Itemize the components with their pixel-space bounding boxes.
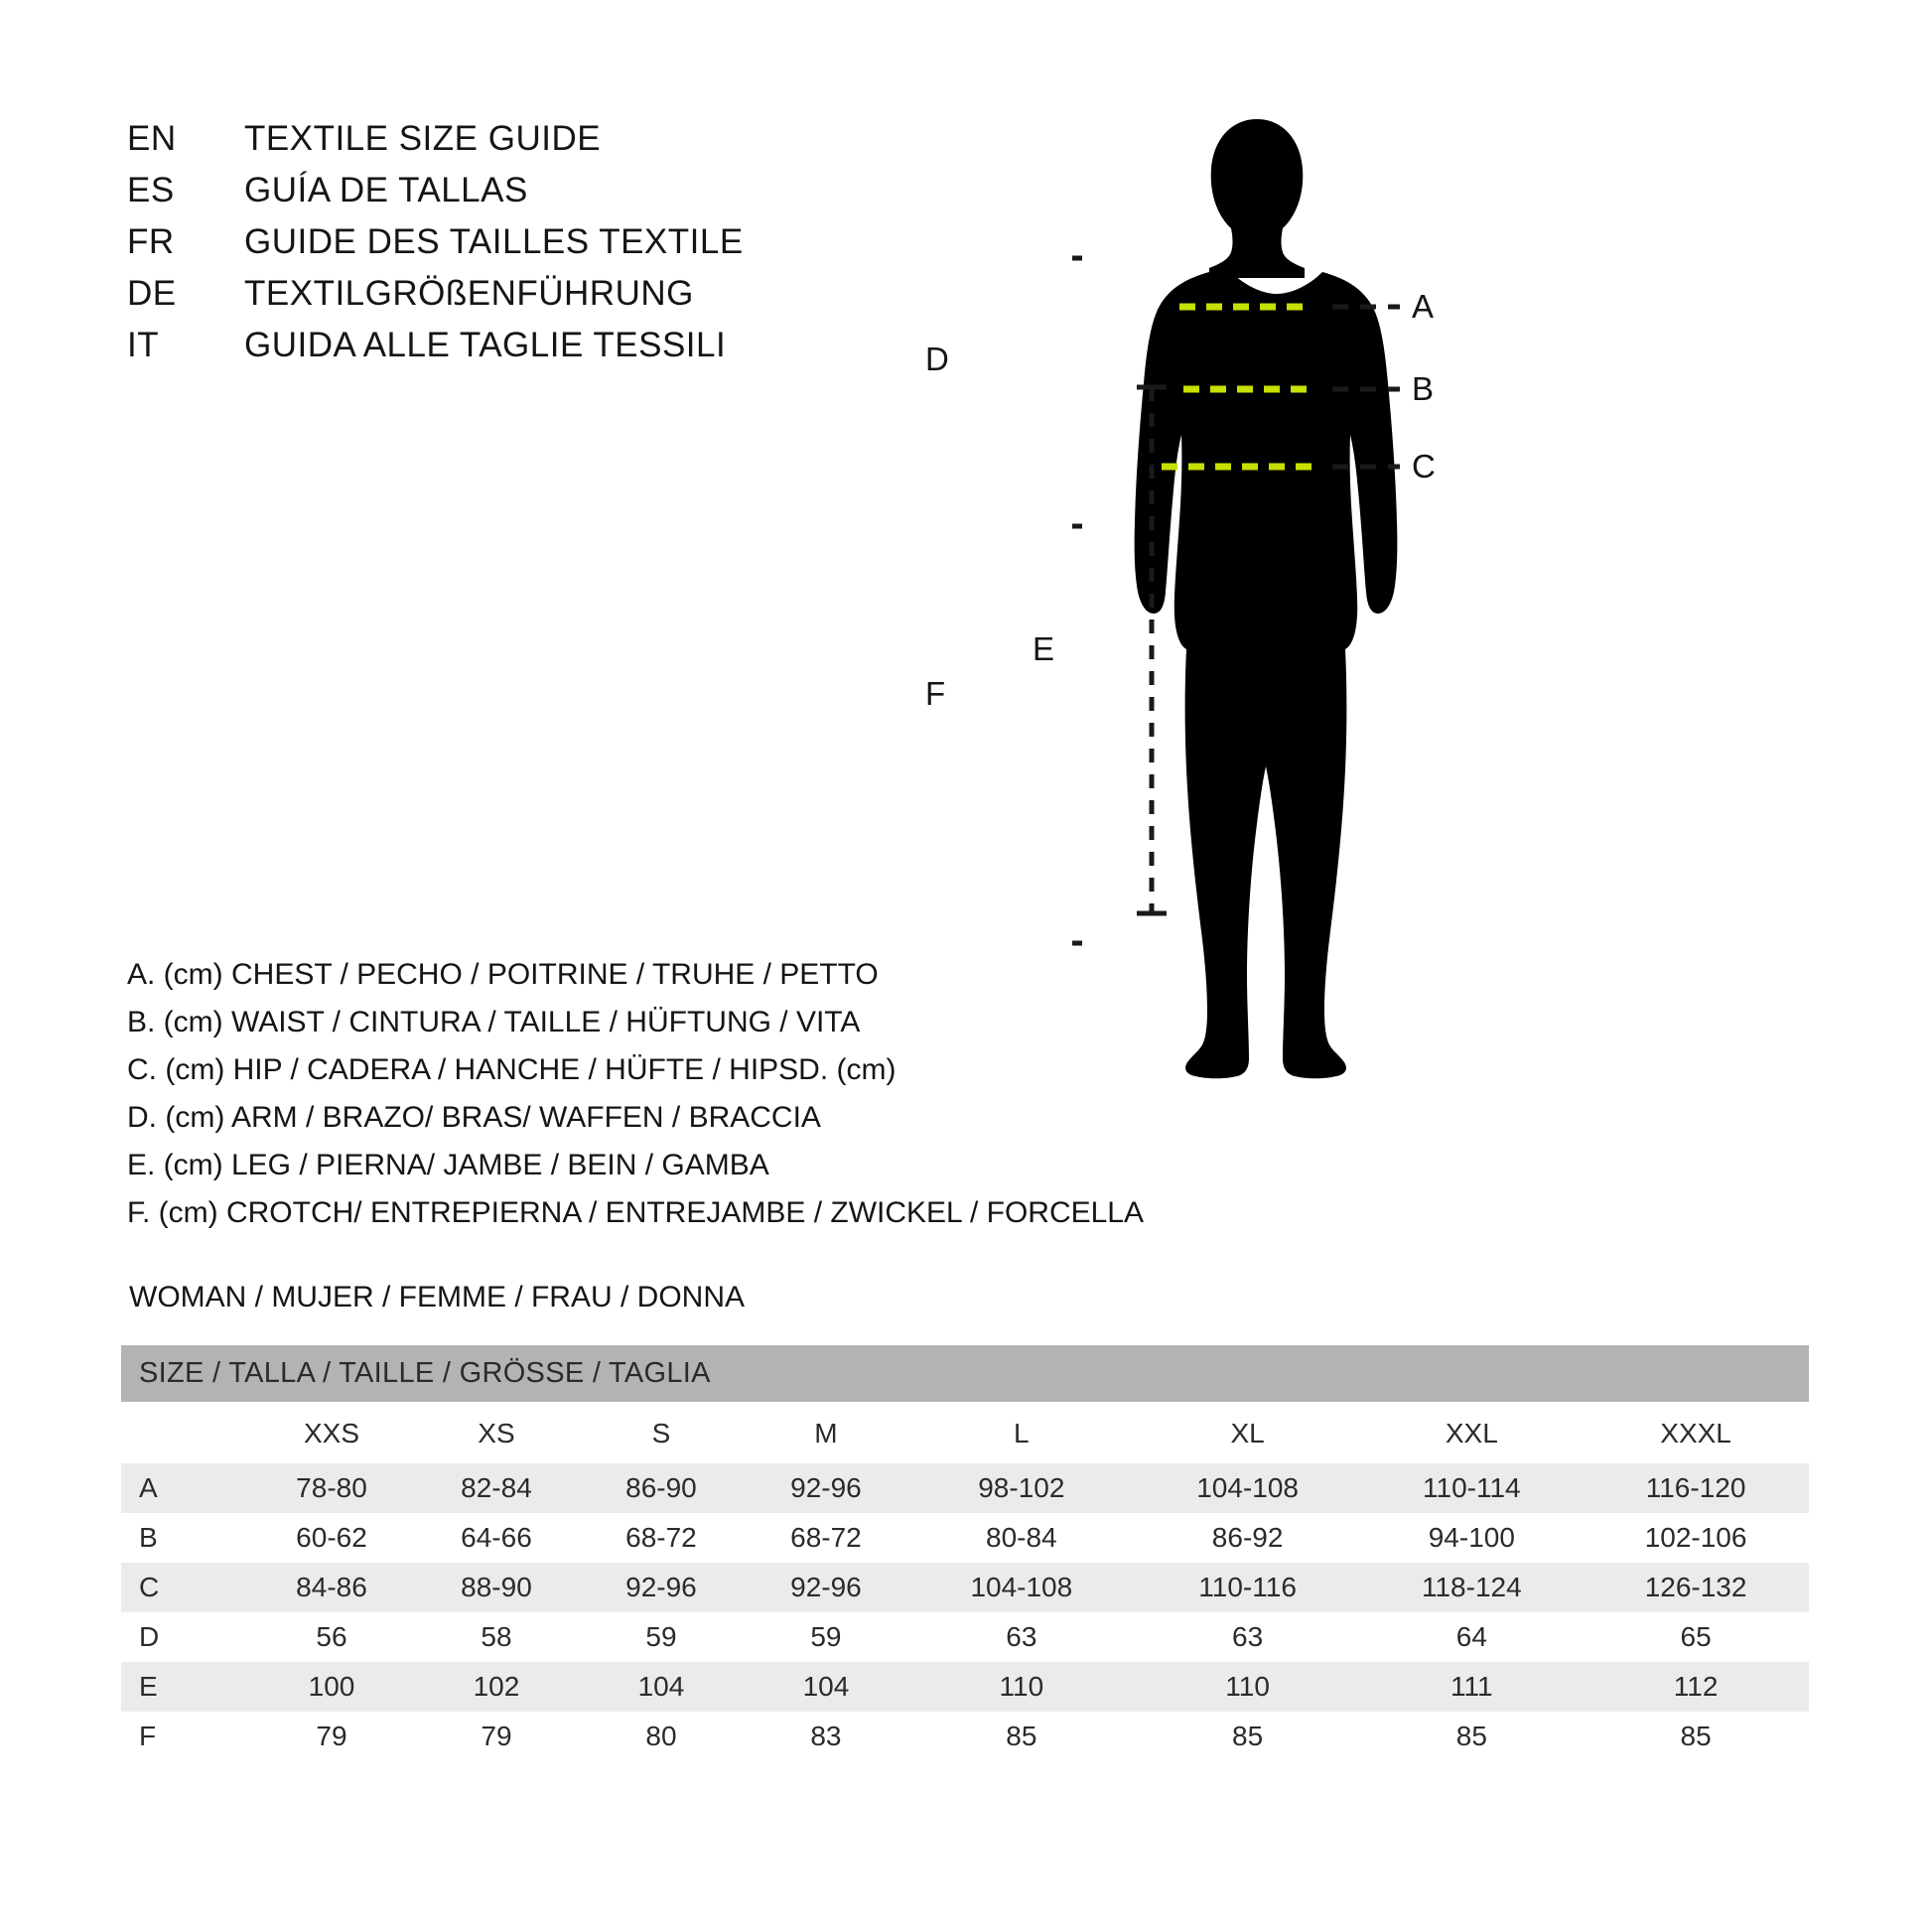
row-label: B	[121, 1513, 249, 1563]
table-row	[121, 1712, 1809, 1761]
table-cell: 110-114	[1361, 1463, 1584, 1513]
table-corner-cell	[121, 1402, 249, 1463]
label-mark-d: D	[925, 341, 949, 377]
language-row	[127, 326, 744, 377]
table-cell: 56	[249, 1612, 414, 1662]
label-mark-f: F	[925, 675, 946, 712]
table-cell: 79	[249, 1712, 414, 1761]
label-mark-c: C	[1412, 448, 1436, 484]
row-label: C	[121, 1563, 249, 1612]
table-cell: 126-132	[1583, 1563, 1809, 1612]
legend-item-b: B. (cm) WAIST / CINTURA / TAILLE / HÜFTUNG / VITA	[127, 1006, 861, 1038]
label-mark-e: E	[1033, 630, 1055, 667]
legend-item-a: A. (cm) CHEST / PECHO / POITRINE / TRUHE / PETTO	[127, 958, 879, 991]
language-code: IT	[127, 326, 160, 364]
table-cell: 92-96	[744, 1563, 908, 1612]
table-cell: 116-120	[1583, 1463, 1809, 1513]
table-banner-label: SIZE / TALLA / TAILLE / GRÖSSE / TAGLIA	[121, 1345, 1809, 1402]
table-cell: 100	[249, 1662, 414, 1712]
table-cell: 112	[1583, 1662, 1809, 1712]
language-code: EN	[127, 119, 177, 158]
language-code: ES	[127, 171, 175, 209]
language-code: DE	[127, 274, 177, 313]
column-header: XL	[1135, 1402, 1361, 1463]
label-mark-b: B	[1412, 370, 1435, 407]
table-cell: 85	[1135, 1712, 1361, 1761]
table-cell: 92-96	[744, 1463, 908, 1513]
table-banner-row	[121, 1345, 1809, 1402]
table-cell: 85	[1583, 1712, 1809, 1761]
row-label: E	[121, 1662, 249, 1712]
table-cell: 88-90	[414, 1563, 579, 1612]
table-cell: 64-66	[414, 1513, 579, 1563]
table-cell: 104-108	[1135, 1463, 1361, 1513]
table-cell: 86-92	[1135, 1513, 1361, 1563]
measurement-diagram	[925, 60, 1886, 1231]
language-title: TEXTILE SIZE GUIDE	[244, 119, 602, 158]
table-cell: 85	[908, 1712, 1135, 1761]
table-cell: 80-84	[908, 1513, 1135, 1563]
legend-item-c: C. (cm) HIP / CADERA / HANCHE / HÜFTE / HIPSD. (cm)	[127, 1053, 897, 1086]
table-cell: 83	[744, 1712, 908, 1761]
column-header: L	[908, 1402, 1135, 1463]
legend-item-d: D. (cm) ARM / BRAZO/ BRAS/ WAFFEN / BRACCIA	[127, 1101, 821, 1134]
table-cell: 85	[1361, 1712, 1584, 1761]
table-cell: 58	[414, 1612, 579, 1662]
table-cell: 59	[744, 1612, 908, 1662]
legend-item-f: F. (cm) CROTCH/ ENTREPIERNA / ENTREJAMBE / ZWICKEL / FORCELLA	[127, 1196, 1144, 1229]
language-title-block	[127, 119, 744, 377]
table-cell: 84-86	[249, 1563, 414, 1612]
table-cell: 92-96	[579, 1563, 744, 1612]
column-header: M	[744, 1402, 908, 1463]
table-cell: 94-100	[1361, 1513, 1584, 1563]
table-cell: 118-124	[1361, 1563, 1584, 1612]
table-cell: 68-72	[579, 1513, 744, 1563]
table-row	[121, 1612, 1809, 1662]
label-mark-a: A	[1412, 288, 1435, 325]
row-label: A	[121, 1463, 249, 1513]
table-cell: 102-106	[1583, 1513, 1809, 1563]
table-cell: 104-108	[908, 1563, 1135, 1612]
column-header: XXXL	[1583, 1402, 1809, 1463]
measurement-legend	[127, 958, 1144, 1244]
column-header: XXS	[249, 1402, 414, 1463]
column-header: S	[579, 1402, 744, 1463]
table-row	[121, 1463, 1809, 1513]
table-cell: 110	[1135, 1662, 1361, 1712]
female-silhouette-icon	[1135, 119, 1398, 1078]
table-cell: 59	[579, 1612, 744, 1662]
language-title: GUIDA ALLE TAGLIE TESSILI	[244, 326, 727, 364]
table-cell: 110-116	[1135, 1563, 1361, 1612]
table-header-row	[121, 1402, 1809, 1463]
group-title: WOMAN / MUJER / FEMME / FRAU / DONNA	[129, 1281, 745, 1313]
table-cell: 80	[579, 1712, 744, 1761]
table-cell: 63	[908, 1612, 1135, 1662]
table-row	[121, 1513, 1809, 1563]
row-label: D	[121, 1612, 249, 1662]
size-table	[121, 1345, 1809, 1761]
table-cell: 78-80	[249, 1463, 414, 1513]
language-title: GUÍA DE TALLAS	[244, 171, 528, 209]
table-cell: 104	[579, 1662, 744, 1712]
table-cell: 98-102	[908, 1463, 1135, 1513]
table-cell: 63	[1135, 1612, 1361, 1662]
table-cell: 68-72	[744, 1513, 908, 1563]
language-row	[127, 222, 744, 274]
table-row	[121, 1662, 1809, 1712]
table-cell: 111	[1361, 1662, 1584, 1712]
table-cell: 64	[1361, 1612, 1584, 1662]
table-cell: 79	[414, 1712, 579, 1761]
table-cell: 102	[414, 1662, 579, 1712]
legend-item-e: E. (cm) LEG / PIERNA/ JAMBE / BEIN / GAMBA	[127, 1149, 769, 1181]
language-row	[127, 119, 744, 171]
table-cell: 110	[908, 1662, 1135, 1712]
table-cell: 82-84	[414, 1463, 579, 1513]
language-row	[127, 274, 744, 326]
row-label: F	[121, 1712, 249, 1761]
language-title: TEXTILGRÖßENFÜHRUNG	[244, 274, 694, 313]
language-code: FR	[127, 222, 175, 261]
body-figure-svg	[1072, 60, 1886, 1231]
language-row	[127, 171, 744, 222]
table-cell: 60-62	[249, 1513, 414, 1563]
language-title: GUIDE DES TAILLES TEXTILE	[244, 222, 744, 261]
table-cell: 104	[744, 1662, 908, 1712]
table-row	[121, 1563, 1809, 1612]
table-cell: 65	[1583, 1612, 1809, 1662]
column-header: XS	[414, 1402, 579, 1463]
table-cell: 86-90	[579, 1463, 744, 1513]
column-header: XXL	[1361, 1402, 1584, 1463]
